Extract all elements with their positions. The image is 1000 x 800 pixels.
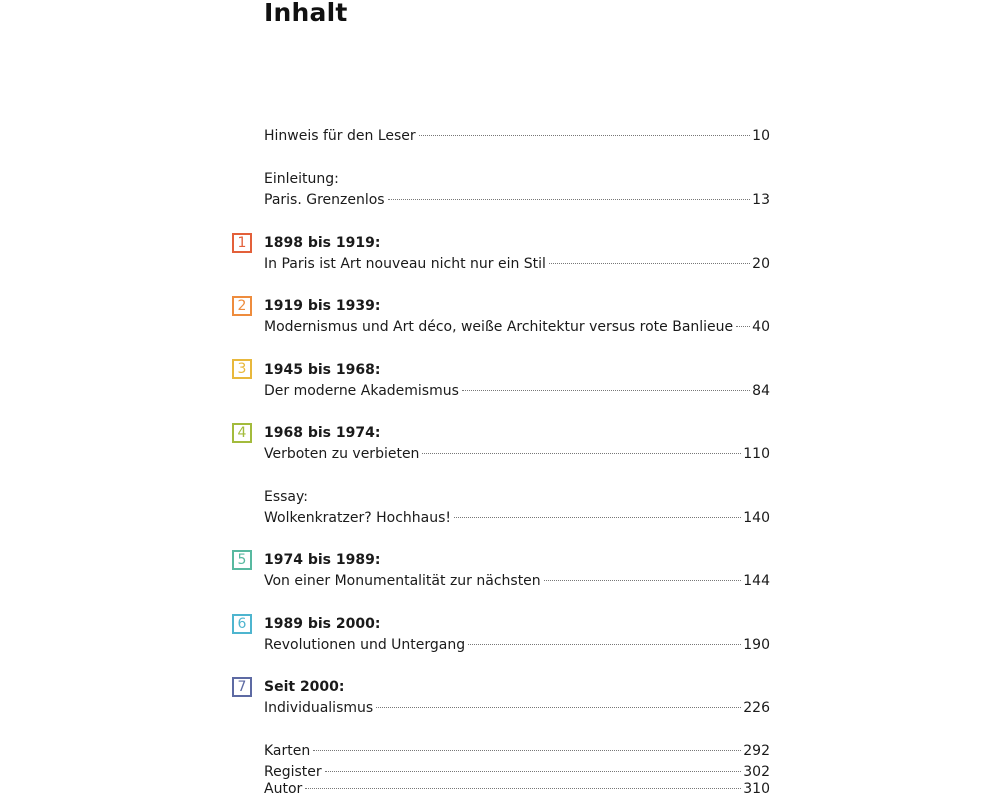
chapter-heading: 1945 bis 1968: — [264, 362, 381, 378]
page-number: 13 — [752, 192, 770, 208]
entry-title: Revolutionen und Untergang — [264, 637, 466, 653]
dot-leader — [454, 517, 741, 518]
page-number: 84 — [752, 383, 770, 399]
chapter-heading: 1968 bis 1974: — [264, 425, 381, 441]
page-title: Inhalt — [264, 0, 348, 27]
page-number: 310 — [743, 781, 770, 797]
entry-title: Karten — [264, 743, 311, 759]
dot-leader — [468, 644, 741, 645]
toc-entry[interactable] — [264, 381, 770, 402]
page-number: 10 — [752, 128, 770, 144]
toc-entry[interactable] — [264, 779, 770, 800]
entry-title: Verboten zu verbieten — [264, 446, 420, 462]
dot-leader — [388, 199, 751, 200]
toc-entry[interactable] — [264, 698, 770, 719]
toc-entry[interactable] — [264, 126, 770, 147]
chapter-number-badge: 7 — [232, 677, 252, 697]
dot-leader — [549, 263, 750, 264]
page-number: 292 — [743, 743, 770, 759]
toc-entry[interactable] — [264, 444, 770, 465]
entry-title: Autor — [264, 781, 303, 797]
entry-title: Hinweis für den Leser — [264, 128, 416, 144]
toc-entry[interactable] — [264, 254, 770, 275]
dot-leader — [305, 788, 741, 789]
toc-entry[interactable] — [264, 508, 770, 529]
entry-title: Register — [264, 764, 322, 780]
toc-entry[interactable] — [264, 317, 770, 338]
dot-leader — [313, 750, 741, 751]
page-number: 40 — [752, 319, 770, 335]
dot-leader — [376, 707, 741, 708]
toc-entry[interactable] — [264, 571, 770, 592]
toc-entry[interactable] — [264, 741, 770, 762]
page-number: 302 — [743, 764, 770, 780]
chapter-number-badge: 3 — [232, 359, 252, 379]
toc-entry[interactable] — [264, 190, 770, 211]
dot-leader — [419, 135, 751, 136]
chapter-heading: Seit 2000: — [264, 679, 345, 695]
page-number: 226 — [743, 700, 770, 716]
chapter-number-badge: 4 — [232, 423, 252, 443]
page-number: 144 — [743, 573, 770, 589]
entry-title: Wolkenkratzer? Hochhaus! — [264, 510, 451, 526]
chapter-number-badge: 2 — [232, 296, 252, 316]
entry-title: Der moderne Akademismus — [264, 383, 459, 399]
page-number: 110 — [743, 446, 770, 462]
chapter-number-badge: 5 — [232, 550, 252, 570]
dot-leader — [422, 453, 741, 454]
chapter-heading: 1919 bis 1939: — [264, 298, 381, 314]
chapter-number-badge: 6 — [232, 614, 252, 634]
entry-title: In Paris ist Art nouveau nicht nur ein Stil — [264, 256, 546, 272]
dot-leader — [462, 390, 750, 391]
page-number: 190 — [743, 637, 770, 653]
entry-title: Modernismus und Art déco, weiße Architektur versus rote Banlieue — [264, 319, 734, 335]
toc-entry[interactable] — [264, 635, 770, 656]
chapter-heading: 1989 bis 2000: — [264, 616, 381, 632]
chapter-heading: 1898 bis 1919: — [264, 235, 381, 251]
chapter-number-badge: 1 — [232, 233, 252, 253]
page-number: 20 — [752, 256, 770, 272]
entry-title: Paris. Grenzenlos — [264, 192, 385, 208]
chapter-heading: 1974 bis 1989: — [264, 552, 381, 568]
entry-title: Individualismus — [264, 700, 374, 716]
entry-title: Von einer Monumentalität zur nächsten — [264, 573, 541, 589]
entry-heading: Essay: — [264, 489, 308, 505]
page-number: 140 — [743, 510, 770, 526]
dot-leader — [544, 580, 742, 581]
entry-heading: Einleitung: — [264, 171, 339, 187]
dot-leader — [325, 771, 742, 772]
dot-leader — [736, 326, 750, 327]
